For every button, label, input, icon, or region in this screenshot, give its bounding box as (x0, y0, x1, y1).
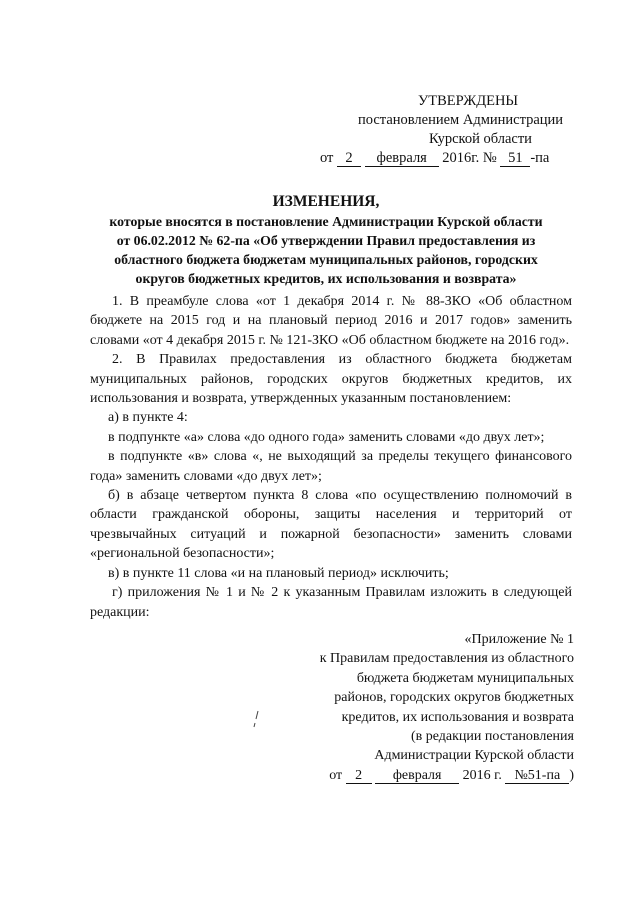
appendix-day: 2 (346, 768, 372, 784)
approval-date-prefix: от (320, 150, 334, 166)
title-line: областного бюджета бюджетам муниципальных районов, городских (114, 252, 538, 267)
paragraph-1: 1. В преамбуле слова «от 1 декабря 2014 г. № 88-ЗКО «Об областном бюджете на 2015 год и на плановый период 2016 и 2017 годов» заменить словами «от 4 декабря 2015 г. № 121-ЗКО «Об областном бюджете на 2016 год». (90, 294, 572, 348)
appendix-line-7: Администрации Курской области (374, 748, 574, 764)
appendix-close: ) (569, 767, 574, 783)
appendix-line-4: районов, городских округов бюджетных (334, 690, 574, 706)
appendix-line-2: к Правилам предоставления из областного (319, 651, 574, 667)
appendix-line-5: кредитов, их использования и возврата (341, 709, 574, 725)
appendix-date-prefix: от (329, 767, 343, 783)
approval-block (300, 92, 590, 168)
approval-line-2: Курской области (429, 131, 532, 147)
appendix-year: 2016 г. (462, 767, 502, 783)
paragraph-8: г) приложения № 1 и № 2 к указанным Правилам изложить в следующей редакции: (90, 585, 572, 620)
approval-number-sign: № (482, 150, 497, 166)
approval-date-line (300, 149, 590, 168)
approval-month: февраля (365, 151, 439, 167)
approval-suffix: -па (530, 150, 550, 166)
approval-number: 51 (500, 151, 530, 167)
title-heading: ИЗМЕНЕНИЯ, (272, 193, 380, 210)
title-line: от 06.02.2012 № 62-па «Об утверждении Правил предоставления из (116, 233, 536, 248)
approval-year: 2016г. (442, 150, 480, 166)
appendix-month: февраля (375, 768, 459, 784)
approval-heading: УТВЕРЖДЕНЫ (418, 93, 519, 109)
document-body (90, 292, 572, 622)
appendix-header (290, 630, 574, 785)
appendix-line-1: «Приложение № 1 (464, 632, 574, 647)
appendix-line-6: (в редакции постановления (410, 729, 574, 745)
paragraph-2: 2. В Правилах предоставления из областного бюджета бюджетам муниципальных районов, городских округов бюджетных кредитов, их использования и возврата, утвержденных указанным постановлением: (90, 352, 572, 407)
appendix-line-3: бюджета бюджетам муниципальных (356, 670, 574, 686)
title-line: округов бюджетных кредитов, их использования и возврата» (135, 271, 517, 286)
scan-mark (252, 710, 260, 732)
paragraph-5: в подпункте «в» слова «, не выходящий за пределы текущего финансового года» заменить словами «до двух лет»; (90, 449, 572, 484)
approval-line-1: постановлением Администрации (358, 112, 564, 128)
paragraph-6: б) в абзаце четвертом пункта 8 слова «по осуществлению полномочий в области гражданской обороны, защиты населения и территорий от чрезвычайных ситуаций и пожарной безопасности» заменить словами «региональной безопасности»; (90, 488, 572, 562)
title-line: которые вносятся в постановление Администрации Курской области (109, 214, 543, 229)
appendix-number: №51-па (505, 768, 569, 784)
document-title (76, 192, 576, 288)
appendix-date-line (290, 766, 574, 785)
paragraph-7: в) в пункте 11 слова «и на плановый период» исключить; (108, 565, 449, 581)
paragraph-4: в подпункте «а» слова «до одного года» заменить словами «до двух лет»; (108, 429, 545, 445)
approval-day: 2 (337, 151, 361, 167)
paragraph-3: а) в пункте 4: (108, 410, 188, 426)
scan-mark-icon (252, 710, 260, 728)
